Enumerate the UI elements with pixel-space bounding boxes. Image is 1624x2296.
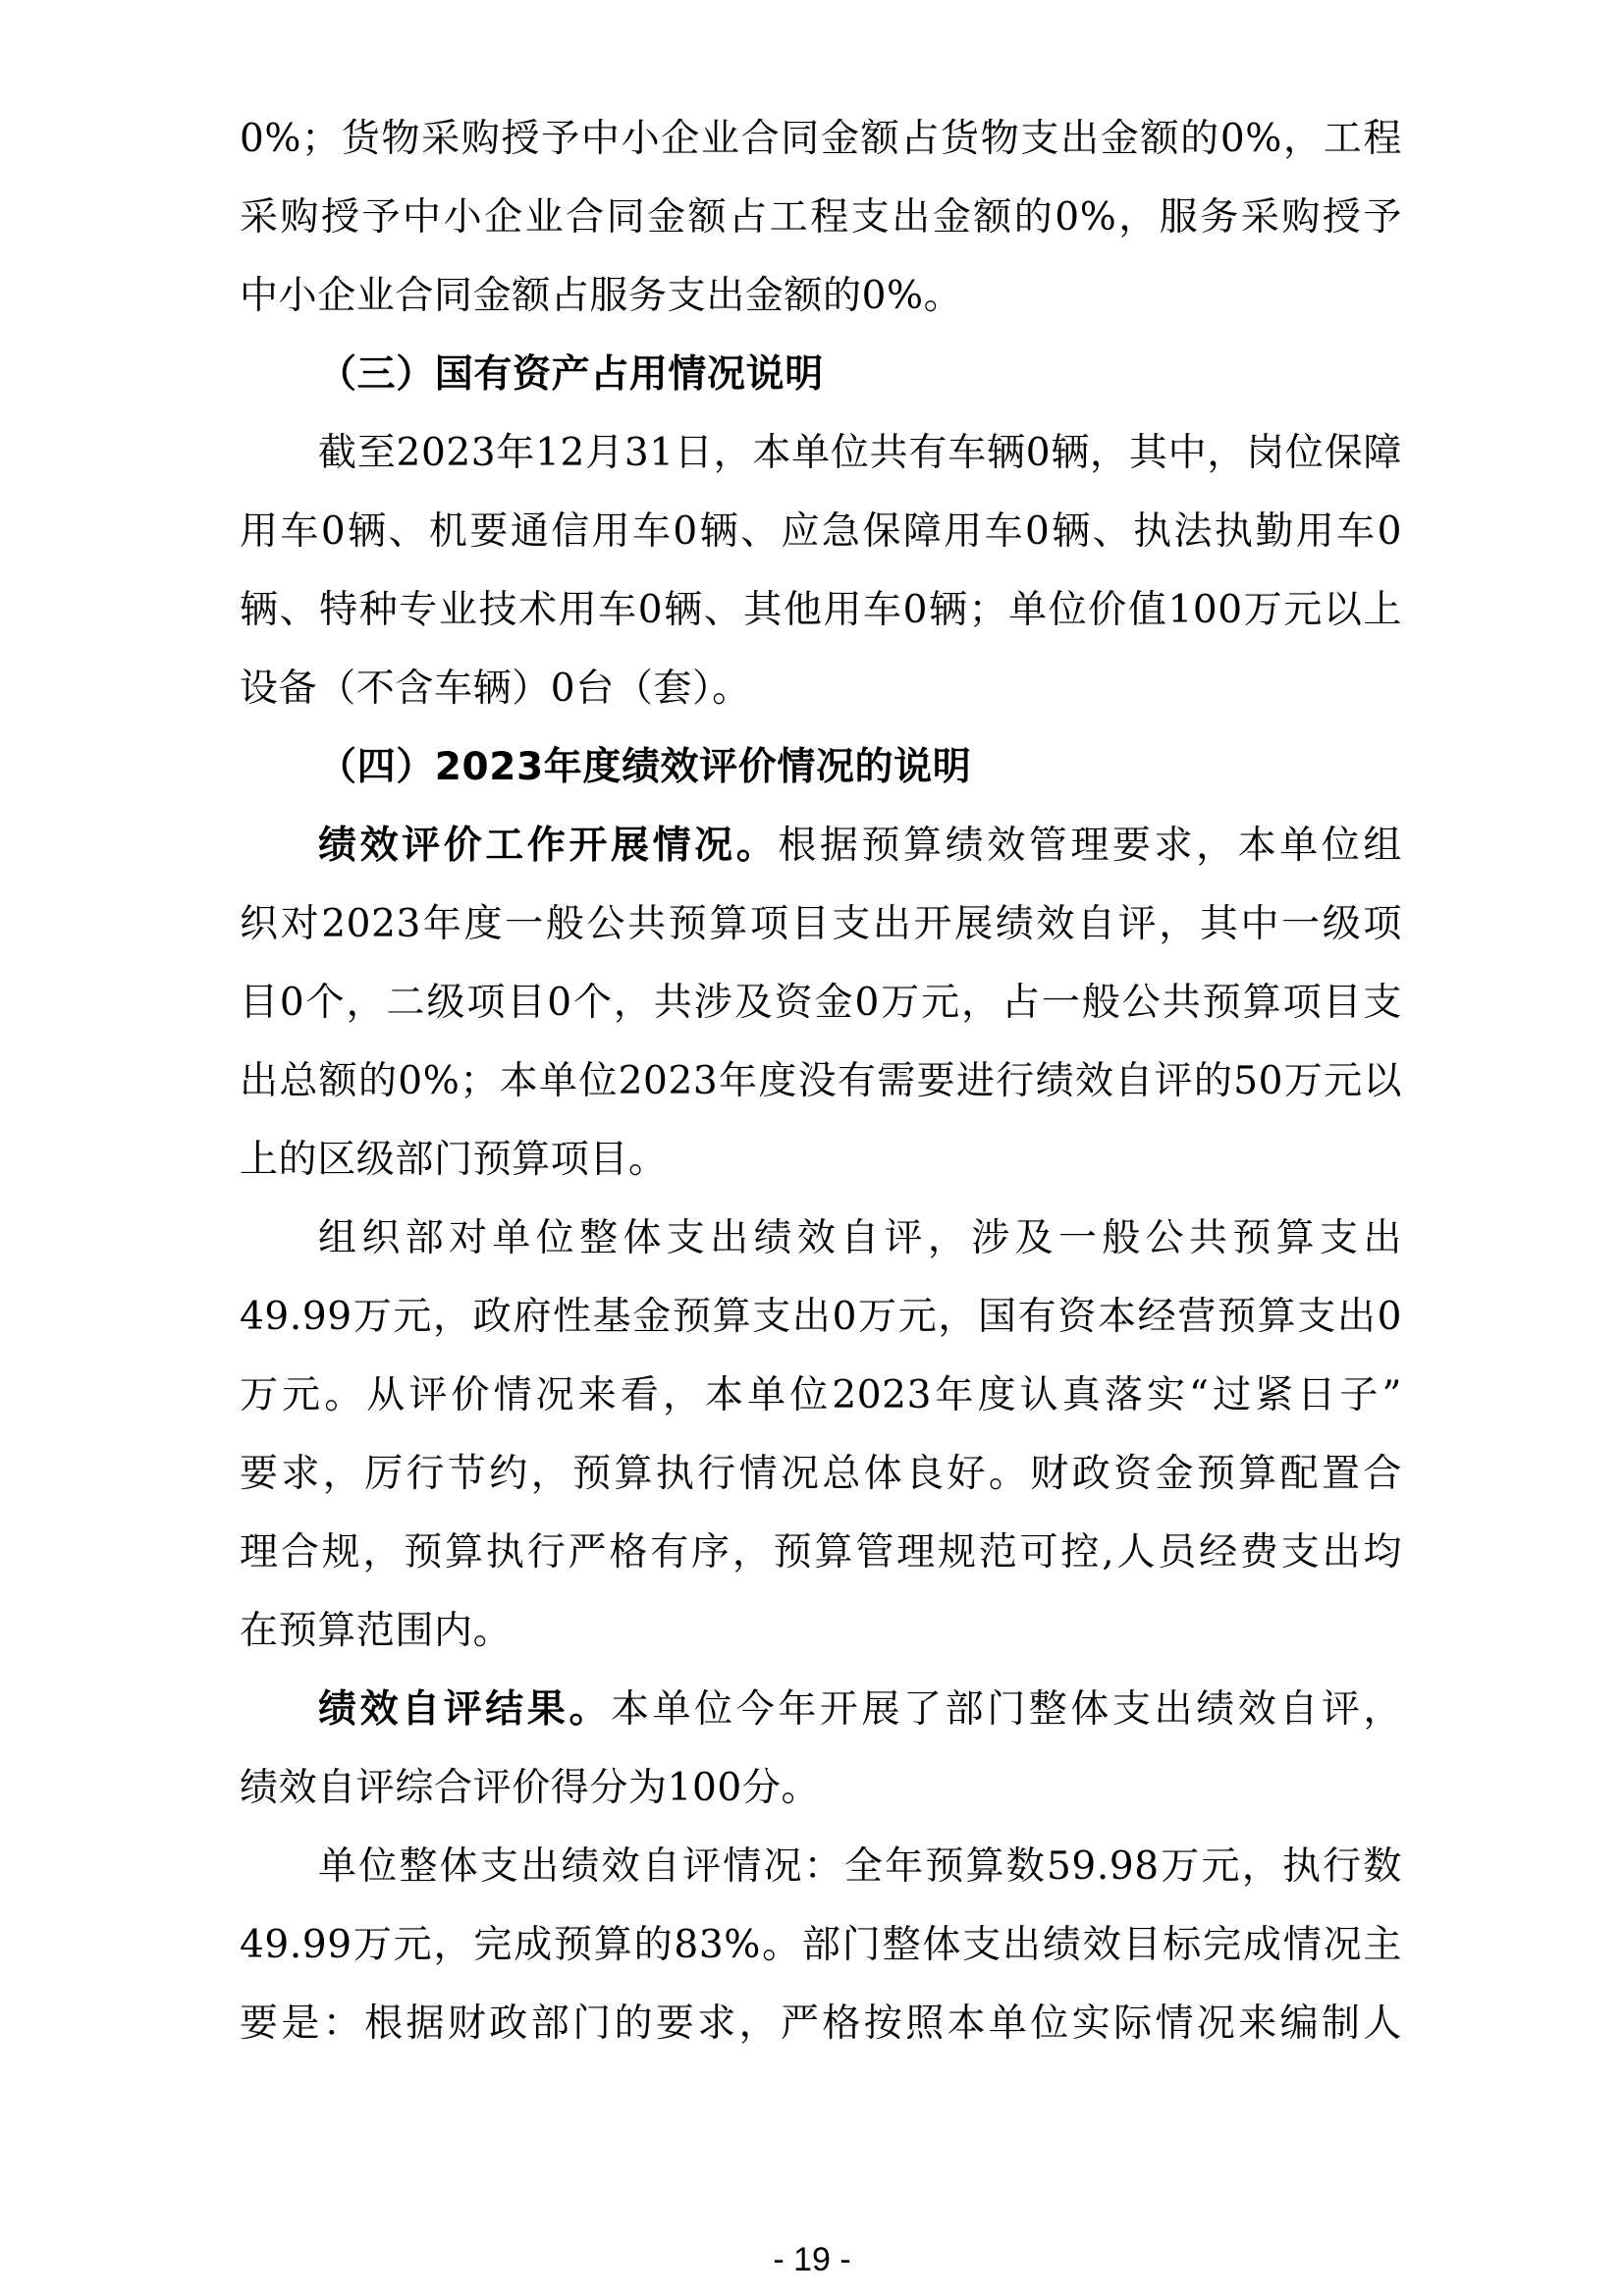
paragraph-self-evaluation-result: [240, 1671, 1402, 1828]
paragraph-overall-expenditure: [240, 1200, 1402, 1671]
text-line: 上的区级部门预算项目。: [240, 1138, 668, 1182]
document-page: [240, 100, 1402, 2063]
bold-lead-text: 绩效评价工作开展情况。: [318, 824, 779, 868]
text-line: 辆、特种专业技术用车0辆、其他用车0辆；单位价值100万元以上: [240, 588, 1402, 632]
text-line: 用车0辆、机要通信用车0辆、应急保障用车0辆、执法执勤用车0: [240, 509, 1402, 554]
text-line: 织对2023年度一般公共预算项目支出开展绩效自评，其中一级项: [240, 902, 1402, 946]
text-line: 中小企业合同金额占服务支出金额的0%。: [240, 274, 963, 318]
text-line: 采购授予中小企业合同金额占工程支出金额的0%，服务采购授予: [240, 195, 1402, 240]
text-line: 要是：根据财政部门的要求，严格按照本单位实际情况来编制人: [240, 2002, 1402, 2046]
text-line: 万元。从评价情况来看，本单位2023年度认真落实“过紧日子”: [240, 1373, 1402, 1417]
paragraph-budget-execution: [240, 1828, 1402, 2063]
text-line: 目0个，二级项目0个，共涉及资金0万元，占一般公共预算项目支: [240, 981, 1402, 1025]
text-line: 49.99万元，完成预算的83%。部门整体支出绩效目标完成情况主: [240, 1923, 1402, 1967]
paragraph-procurement-sme-continued: [240, 100, 1402, 336]
text-line: 49.99万元，政府性基金预算支出0万元，国有资本经营预算支出0: [240, 1295, 1402, 1339]
paragraph-state-assets: [240, 414, 1402, 728]
text-line: 理合规，预算执行严格有序，预算管理规范可控,人员经费支出均: [240, 1530, 1402, 1575]
text-line-with-lead: [240, 1671, 1402, 1749]
section-heading-performance-evaluation: （四）2023年度绩效评价情况的说明: [318, 745, 972, 789]
text-line: 要求，厉行节约，预算执行情况总体良好。财政资金预算配置合: [240, 1452, 1402, 1496]
text-line: 在预算范围内。: [240, 1609, 513, 1653]
bold-lead-text: 绩效自评结果。: [318, 1687, 612, 1732]
text-line: 单位整体支出绩效自评情况：全年预算数59.98万元，执行数: [318, 1844, 1402, 1889]
text-line: 截至2023年12月31日，本单位共有车辆0辆，其中，岗位保障: [318, 431, 1402, 475]
text-line: 绩效自评综合评价得分为100分。: [240, 1766, 821, 1810]
text-line: 0%；货物采购授予中小企业合同金额占货物支出金额的0%，工程: [240, 117, 1402, 161]
paragraph-evaluation-work: [240, 807, 1402, 1200]
text-line-with-lead: [240, 807, 1402, 885]
text-run: 本单位今年开展了部门整体支出绩效自评，: [611, 1687, 1402, 1732]
text-line: 设备（不含车辆）0台（套）。: [240, 667, 751, 711]
text-run: 根据预算绩效管理要求，本单位组: [778, 824, 1402, 868]
text-line: 组织部对单位整体支出绩效自评，涉及一般公共预算支出: [318, 1216, 1402, 1260]
page-number: - 19 -: [773, 2241, 851, 2278]
text-line: 出总额的0%；本单位2023年度没有需要进行绩效自评的50万元以: [240, 1059, 1402, 1103]
section-heading-state-assets: （三）国有资产占用情况说明: [318, 352, 824, 397]
